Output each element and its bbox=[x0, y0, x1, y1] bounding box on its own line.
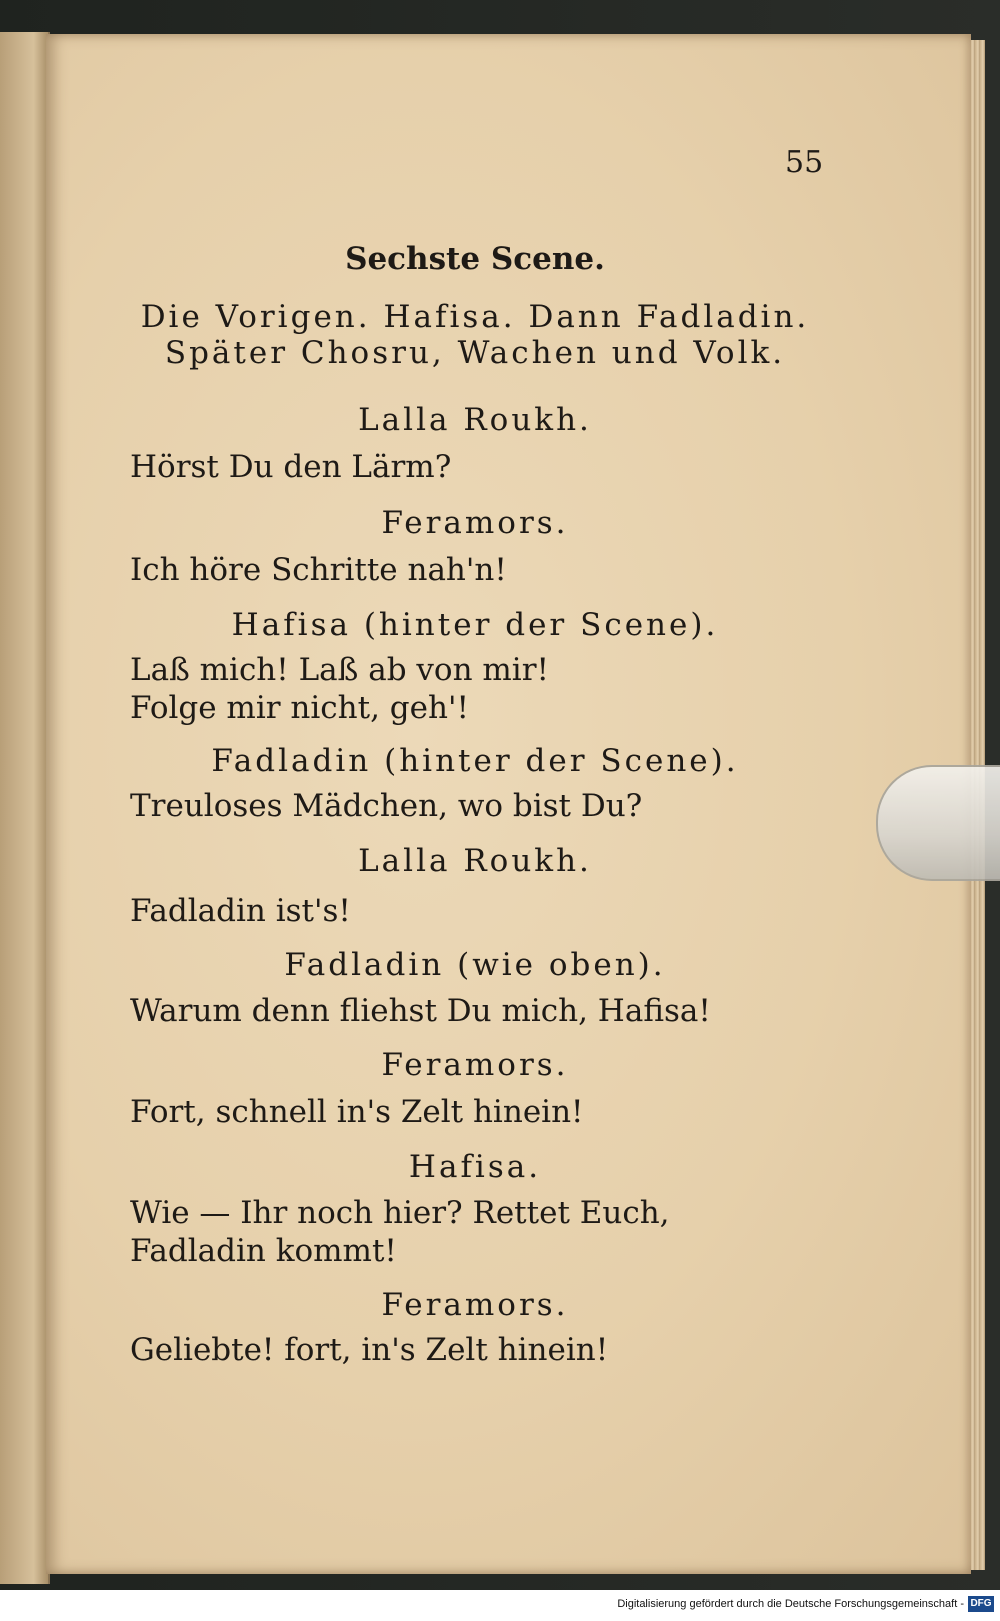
speaker-feramors: Feramors. bbox=[381, 505, 569, 541]
dialogue-line: Fadladin ist's! bbox=[130, 893, 351, 929]
dialogue-line: Fadladin kommt! bbox=[130, 1233, 397, 1269]
speaker-feramors: Feramors. bbox=[381, 1287, 569, 1323]
scene-title: Sechste Scene. bbox=[345, 241, 605, 277]
speaker-lalla-roukh: Lalla Roukh. bbox=[358, 843, 592, 879]
dfg-logo: DFG bbox=[968, 1596, 994, 1612]
dialogue-line: Treuloses Mädchen, wo bist Du? bbox=[130, 788, 643, 824]
footer-credit: Digitalisierung gefördert durch die Deutsche Forschungsgemeinschaft - bbox=[617, 1598, 964, 1610]
page-clip bbox=[876, 765, 1000, 881]
speaker-fadladin: Fadladin (wie oben). bbox=[284, 947, 666, 983]
speaker-hafisa: Hafisa (hinter der Scene). bbox=[231, 607, 719, 643]
left-page-edge bbox=[0, 32, 50, 1584]
dialogue-line: Fort, schnell in's Zelt hinein! bbox=[130, 1094, 584, 1130]
speaker-lalla-roukh: Lalla Roukh. bbox=[358, 402, 592, 438]
page-number: 55 bbox=[785, 145, 824, 180]
dialogue-line: Folge mir nicht, geh'! bbox=[130, 690, 469, 726]
speaker-fadladin: Fadladin (hinter der Scene). bbox=[211, 743, 739, 779]
dialogue-line: Geliebte! fort, in's Zelt hinein! bbox=[130, 1332, 609, 1368]
dialogue-line: Hörst Du den Lärm? bbox=[130, 449, 452, 485]
dialogue-line: Laß mich! Laß ab von mir! bbox=[130, 652, 549, 688]
speaker-hafisa: Hafisa. bbox=[408, 1149, 542, 1185]
footer-bar bbox=[0, 1590, 1000, 1621]
speaker-feramors: Feramors. bbox=[381, 1047, 569, 1083]
stage-direction-line-2: Später Chosru, Wachen und Volk. bbox=[164, 335, 786, 371]
dialogue-line: Wie — Ihr noch hier? Rettet Euch, bbox=[130, 1195, 670, 1231]
dialogue-line: Warum denn fliehst Du mich, Hafisa! bbox=[130, 993, 711, 1029]
dialogue-line: Ich höre Schritte nah'n! bbox=[130, 552, 507, 588]
stage-direction-line-1: Die Vorigen. Hafisa. Dann Fadladin. bbox=[140, 299, 810, 335]
